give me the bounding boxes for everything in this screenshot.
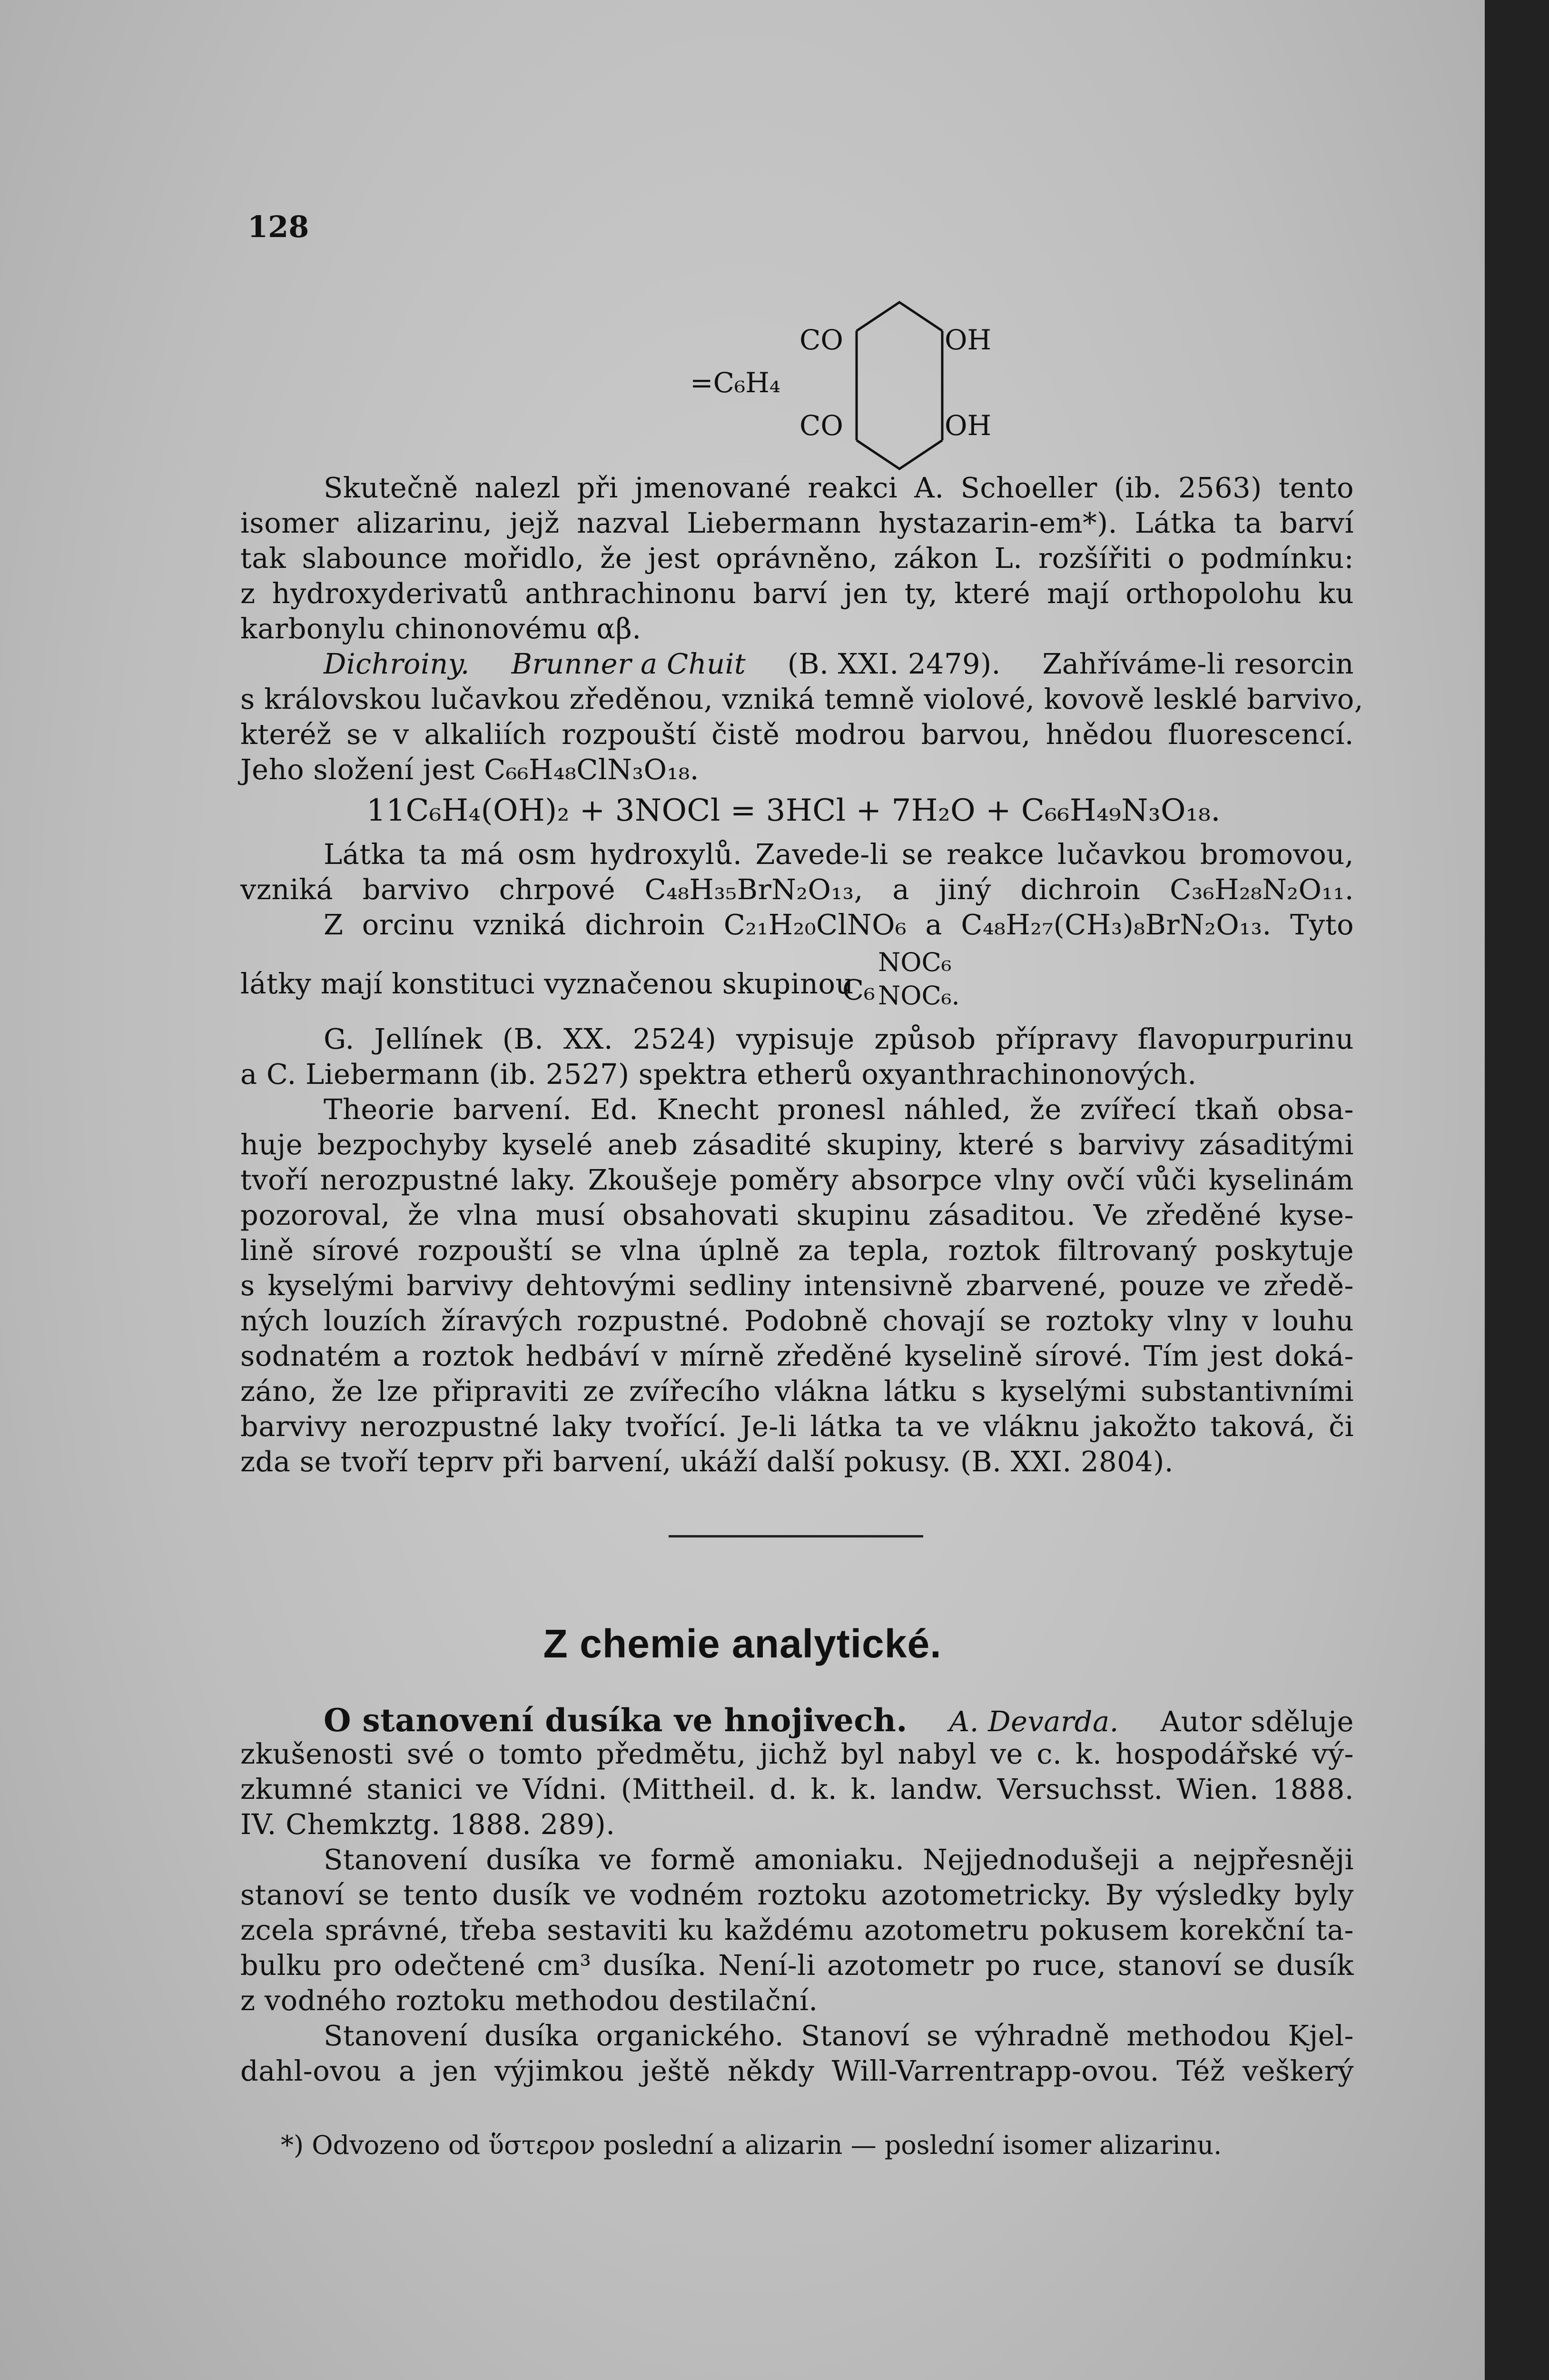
co-bottom: CO [799, 409, 843, 442]
c6h4-group: =C₆H₄ [690, 367, 781, 399]
theorie-line-1: Theorie barvení. Ed. Knecht pronesl náhled, že zvířecí tkaň obsa- [324, 1093, 1354, 1126]
section-title: Z chemie analytické. [543, 1621, 942, 1666]
devarda-line-2: zkušenosti své o tomto předmětu, jichž byl nabyl ve c. k. hospodářské vý- [240, 1737, 1354, 1770]
theorie-line-4: pozoroval, že vlna musí obsahovati skupinu zásaditou. Ve zředěné kyse- [240, 1199, 1354, 1231]
amoniak-line-3: zcela správné, třeba sestaviti ku každému azotometru pokusem korekční ta- [240, 1914, 1354, 1946]
co-top: CO [799, 324, 843, 356]
theorie-line-5: lině sírové rozpouští se vlna úplně za tepla, roztok filtrovaný poskytuje [240, 1234, 1354, 1267]
devarda-line-4: IV. Chemkztg. 1888. 289). [240, 1808, 615, 1841]
organicky-line-2: dahl-ovou a jen výjimkou ještě někdy Will-Varrentrapp-ovou. Též veškerý [240, 2054, 1354, 2087]
dichroiny-line-4: Jeho složení jest C₆₆H₄₈ClN₃O₁₈. [240, 753, 700, 786]
devarda-line1-rest: Autor sděluje [1160, 1705, 1354, 1738]
theorie-line-6: s kyselými barvivy dehtovými sedliny intensivně zbarvené, pouze ve zředě- [240, 1269, 1354, 1302]
devarda-author: A. Devarda. [949, 1705, 1119, 1738]
para1-line-5: karbonylu chinonovému αβ. [240, 612, 641, 645]
devarda-line-1 [324, 1702, 1354, 1739]
dichroiny-group-text: látky mají konstituci vyznačenou skupinou [240, 967, 854, 1000]
dichroiny-heading: Dichroiny. [324, 647, 470, 680]
amoniak-line-4: bulku pro odečtené cm³ dusíka. Není-li azotometr po ruce, stanoví se dusík [240, 1949, 1354, 1982]
organicky-line-1: Stanovení dusíka organického. Stanoví se výhradně methodou Kjel- [324, 2019, 1354, 2052]
group-c6: C₆ [842, 973, 875, 1006]
dichroiny-equation: 11C₆H₄(OH)₂ + 3NOCl = 3HCl + 7H₂O + C₆₆H₄₉N₃O₁₈. [366, 793, 1221, 828]
dichroiny-line-6: Látka ta má osm hydroxylů. Zavede-li se reakce lučavkou bromovou, [324, 838, 1354, 871]
devarda-line-3: zkumné stanici ve Vídni. (Mittheil. d. k. k. landw. Versuchsst. Wien. 1888. [240, 1773, 1354, 1805]
oh-bottom: OH [945, 409, 992, 442]
dichroiny-line-8: Z orcinu vzniká dichroin C₂₁H₂₀ClNO₆ a C₄₈H₂₇(CH₃)₈BrN₂O₁₃. Tyto [324, 908, 1354, 941]
ring-top-edge [857, 302, 942, 331]
footnote-mark: *) [281, 2130, 304, 2160]
ring-bottom-edge [857, 440, 942, 469]
oh-top: OH [945, 324, 992, 356]
ring-diagram [847, 298, 961, 493]
dichroiny-line-2: s královskou lučavkou zředěnou, vzniká temně violové, kovově lesklé barvivo, [240, 683, 1364, 715]
dichroiny-citation: (B. XXI. 2479). [787, 647, 1001, 680]
article-title: O stanovení dusíka ve hnojivech. [324, 1702, 908, 1739]
footnote-text: Odvozeno od ὕστερον poslední a alizarin — poslední isomer alizarinu. [312, 2130, 1222, 2160]
theorie-line-11: zda se tvoří teprv při barvení, ukáží další pokusy. (B. XXI. 2804). [240, 1445, 1174, 1478]
group-noc-bottom: NOC₆. [878, 981, 960, 1011]
amoniak-line-1: Stanovení dusíka ve formě amoniaku. Nejjednodušeji a nejpřesněji [324, 1843, 1354, 1876]
jellinek-line-1: G. Jellínek (B. XX. 2524) vypisuje způsob přípravy flavopurpurinu [324, 1022, 1354, 1055]
dichroiny-line-3: kteréž se v alkaliích rozpouští čistě modrou barvou, hnědou fluorescencí. [240, 718, 1354, 751]
footnote [281, 2130, 1222, 2160]
para1-line-1: Skutečně nalezl při jmenované reakci A. Schoeller (ib. 2563) tento [324, 471, 1354, 504]
theorie-line-2: huje bezpochyby kyselé aneb zásadité skupiny, které s barvivy zásaditými [240, 1128, 1354, 1161]
section-divider [669, 1535, 923, 1537]
theorie-line-7: ných louzích žíravých rozpustné. Podobně chovají se roztoky vlny v louhu [240, 1304, 1354, 1337]
group-noc-top: NOC₆ [878, 947, 952, 977]
scan-edge [1485, 0, 1549, 2380]
theorie-line-9: záno, že lze připraviti ze zvířecího vlákna látku s kyselými substantivními [240, 1375, 1354, 1408]
amoniak-line-5: z vodného roztoku methodou destilační. [240, 1984, 818, 2017]
dichroiny-line-7: vzniká barvivo chrpové C₄₈H₃₅BrN₂O₁₃, a jiný dichroin C₃₆H₂₈N₂O₁₁. [240, 873, 1354, 906]
jellinek-line-2: a C. Liebermann (ib. 2527) spektra etherů oxyanthrachinonových. [240, 1058, 1197, 1091]
theorie-line-10: barvivy nerozpustné laky tvořící. Je-li látka ta ve vláknu jakožto taková, či [240, 1410, 1354, 1443]
para1-line-2: isomer alizarinu, jejž nazval Liebermann hystazarin-em*). Látka ta barví [240, 506, 1354, 539]
para1-line-3: tak slabounce mořidlo, že jest oprávněno, zákon L. rozšířiti o podmínku: [240, 542, 1354, 575]
theorie-line-8: sodnatém a roztok hedbáví v mírně zředěné kyselině sírové. Tím jest doká- [240, 1339, 1354, 1372]
dichroiny-line-1 [324, 647, 1354, 682]
dichroiny-line-9 [240, 967, 1354, 1002]
page-number: 128 [247, 209, 309, 244]
theorie-line-3: tvoří nerozpustné laky. Zkoušeje poměry absorpce vlny ovčí vůči kyselinám [240, 1163, 1354, 1196]
para1-line-4: z hydroxyderivatů anthrachinonu barví jen ty, které mají orthopolohu ku [240, 577, 1354, 610]
amoniak-line-2: stanoví se tento dusík ve vodném roztoku azotometricky. By výsledky byly [240, 1878, 1354, 1911]
dichroiny-authors: Brunner a Chuit [511, 647, 746, 680]
dichroiny-line1-rest: Zahříváme-li resorcin [1042, 647, 1354, 680]
